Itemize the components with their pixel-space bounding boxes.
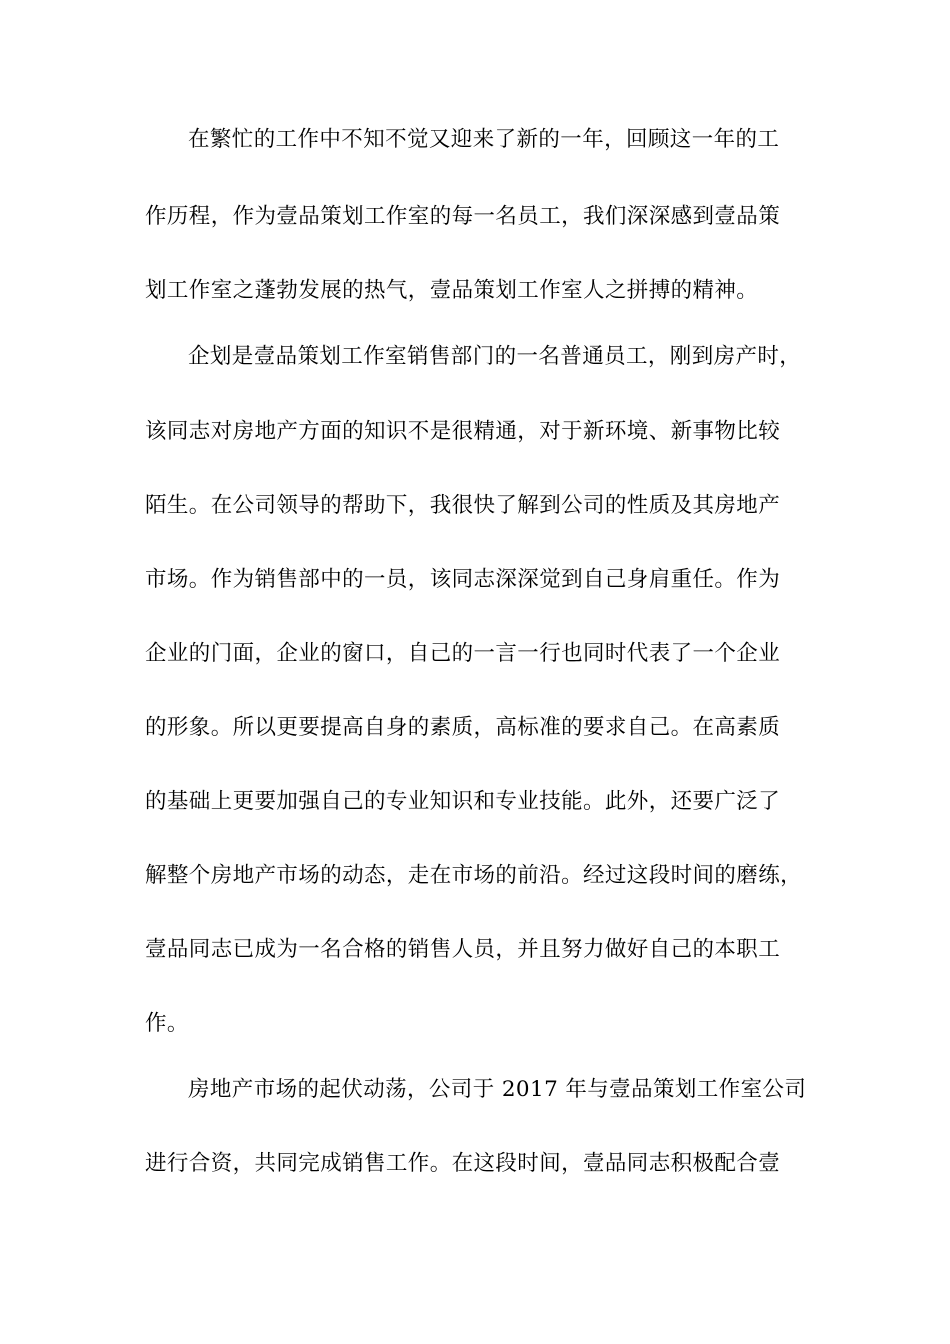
text-line: 作历程，作为壹品策划工作室的每一名员工，我们深深感到壹品策 <box>145 204 781 229</box>
text-line: 壹品同志已成为一名合格的销售人员，并且努力做好自己的本职工 <box>145 937 781 962</box>
text-line: 的基础上更要加强自己的专业知识和专业技能。此外，还要广泛了 <box>145 789 781 814</box>
text-line: 该同志对房地产方面的知识不是很精通，对于新环境、新事物比较 <box>145 419 781 444</box>
text-line: 划工作室之蓬勃发展的热气，壹品策划工作室人之拼搏的精神。 <box>145 278 759 303</box>
text-line: 解整个房地产市场的动态，走在市场的前沿。经过这段时间的磨练， <box>145 863 803 888</box>
text-line: 进行合资，共同完成销售工作。在这段时间，壹品同志积极配合壹 <box>145 1151 781 1176</box>
text-line: 企划是壹品策划工作室销售部门的一名普通员工，刚到房产时， <box>188 344 802 369</box>
text-line: 陌生。在公司领导的帮助下，我很快了解到公司的性质及其房地产 <box>145 493 781 518</box>
text-line: 的形象。所以更要提高自身的素质，高标准的要求自己。在高素质 <box>145 715 781 740</box>
text-line: 房地产市场的起伏动荡，公司于 2017 年与壹品策划工作室公司 <box>188 1077 807 1102</box>
text-line: 市场。作为销售部中的一员，该同志深深觉到自己身肩重任。作为 <box>145 567 781 592</box>
text-line: 企业的门面，企业的窗口，自己的一言一行也同时代表了一个企业 <box>145 641 781 666</box>
text-line: 在繁忙的工作中不知不觉又迎来了新的一年，回顾这一年的工 <box>188 127 780 152</box>
text-line: 作。 <box>145 1011 189 1036</box>
